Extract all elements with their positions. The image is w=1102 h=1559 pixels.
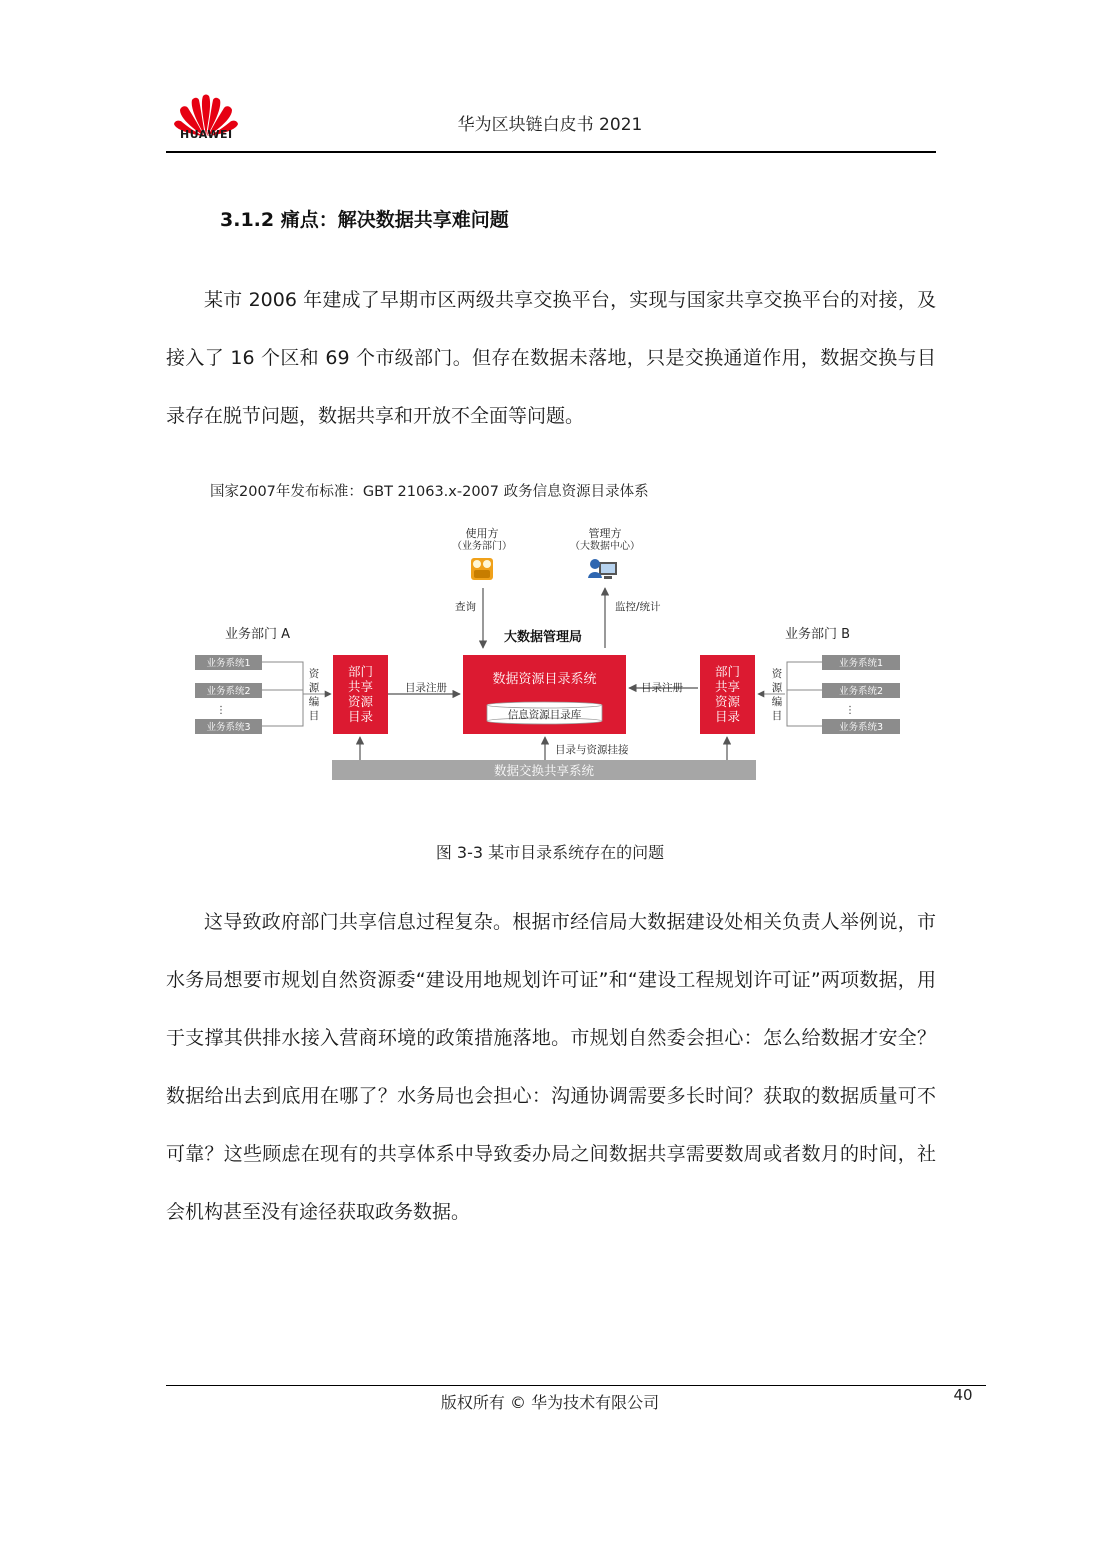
right-share-line-4: 目录: [714, 709, 741, 724]
huawei-wordmark: HUAWEI: [180, 128, 233, 141]
footer-divider: [166, 1385, 986, 1386]
section-heading: 3.1.2 痛点：解决数据共享难问题: [220, 209, 509, 231]
center-db-label: 信息资源目录库: [507, 709, 582, 721]
left-share-line-3: 资源: [347, 694, 374, 709]
left-rc-char-1: 资: [308, 668, 320, 680]
manager-party-label: 管理方: [588, 527, 622, 540]
register-right-label: 目录注册: [641, 682, 683, 694]
left-system-3: [195, 719, 262, 734]
query-label: 查询: [455, 601, 476, 613]
footer-copyright: 版权所有 © 华为技术有限公司: [440, 1393, 660, 1412]
right-system-3-label: 业务系统3: [838, 722, 884, 733]
page-number: 40: [953, 1386, 973, 1404]
admin-computer-icon: [588, 559, 617, 579]
left-system-2-label: 业务系统2: [206, 686, 251, 697]
figure-caption: 图 3-3 某市目录系统存在的问题: [435, 843, 665, 862]
left-share-line-4: 目录: [347, 709, 374, 724]
right-share-line-3: 资源: [714, 694, 741, 709]
right-system-2: [822, 683, 900, 698]
body-paragraph-2: 这导致政府部门共享信息过程复杂。根据市经信局大数据建设处相关负责人举例说，市水务局想要市规划自然资源委“建设用地规划许可证”和“建设工程规划许可证”两项数据，用于支撑其供排水接入营商环境的政策措施落地。市规划自然委会担心：怎么给数据才安全？数据给出去到底用在哪了？水务局也会担心：沟通协调需要多长时间？获取的数据质量可不可靠？这些顾虑在现有的共享体系中导致委办局之间数据共享需要数周或者数月的时间，社会机构甚至没有途径获取政务数据。: [166, 911, 936, 1223]
mount-label: 目录与资源挂接: [555, 744, 629, 756]
left-system-3-label: 业务系统3: [206, 722, 251, 733]
right-system-3: [822, 719, 900, 734]
left-system-1: [195, 655, 262, 670]
body-paragraph-1: 某市 2006 年建成了早期市区两级共享交换平台，实现与国家共享交换平台的对接，及接入了 16 个区和 69 个市级部门。但存在数据未落地，只是交换通道作用，数据交换与目录存在脱节问题，数据共享和开放不全面等问题。: [166, 289, 936, 427]
user-group-icon: [471, 558, 493, 580]
manager-party-sub: （大数据中心）: [570, 541, 640, 552]
user-party-label: 使用方: [465, 527, 499, 540]
right-share-line-2: 共享: [714, 679, 741, 694]
right-rc-char-1: 资: [771, 668, 783, 680]
right-system-2-label: 业务系统2: [838, 686, 884, 697]
catalog-system-diagram: [185, 520, 920, 790]
right-ellipsis: ⋮: [845, 705, 855, 716]
monitor-label: 监控/统计: [615, 601, 661, 613]
center-system-label: 数据资源目录系统: [492, 672, 597, 687]
left-ellipsis: ⋮: [216, 705, 226, 716]
register-left-label: 目录注册: [405, 682, 447, 694]
header-divider: [166, 151, 936, 153]
figure-source-note: 国家2007年发布标准：GBT 21063.x-2007 政务信息资源目录体系: [210, 484, 649, 500]
dept-a-label: 业务部门 A: [225, 627, 291, 642]
left-rc-char-3: 编: [308, 696, 320, 708]
bureau-label: 大数据管理局: [503, 630, 583, 645]
user-party-sub: （业务部门）: [452, 541, 512, 552]
document-title: 华为区块链白皮书 2021: [457, 115, 643, 135]
left-share-line-1: 部门: [347, 664, 374, 679]
left-rc-char-4: 目: [308, 710, 320, 722]
dept-b-label: 业务部门 B: [785, 627, 851, 642]
right-share-line-1: 部门: [714, 664, 741, 679]
exchange-bar-label: 数据交换共享系统: [493, 763, 595, 778]
right-system-1: [822, 655, 900, 670]
left-share-line-2: 共享: [347, 679, 374, 694]
right-rc-char-4: 目: [771, 710, 783, 722]
right-rc-char-3: 编: [771, 696, 783, 708]
left-system-2: [195, 683, 262, 698]
left-rc-char-2: 源: [308, 682, 320, 694]
left-system-1-label: 业务系统1: [206, 658, 251, 669]
right-system-1-label: 业务系统1: [838, 658, 884, 669]
right-rc-char-2: 源: [771, 682, 783, 694]
